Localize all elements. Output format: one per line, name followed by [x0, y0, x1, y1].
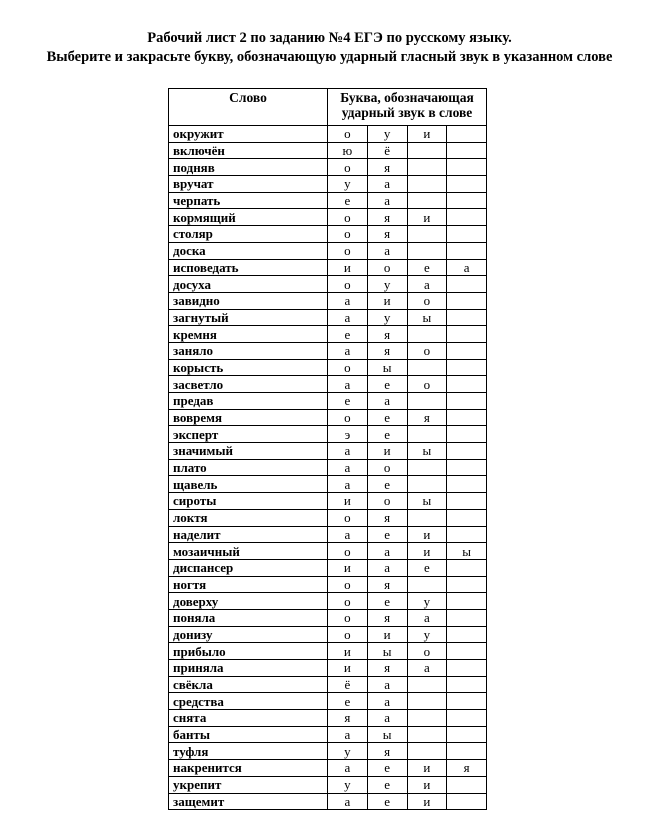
letter-cell[interactable]: а — [328, 309, 368, 326]
letter-cell[interactable]: и — [328, 259, 368, 276]
word-cell: наделит — [169, 526, 328, 543]
letter-cell[interactable] — [447, 443, 487, 460]
word-cell: заняло — [169, 342, 328, 359]
word-cell: диспансер — [169, 559, 328, 576]
letter-cell[interactable]: о — [328, 626, 368, 643]
letter-cell[interactable]: а — [328, 526, 368, 543]
letter-cell[interactable]: о — [407, 342, 447, 359]
letter-cell[interactable]: у — [407, 626, 447, 643]
letter-cell[interactable]: е — [367, 593, 407, 610]
word-cell: засветло — [169, 376, 328, 393]
letter-cell[interactable]: я — [367, 326, 407, 343]
letter-cell[interactable] — [407, 226, 447, 243]
letter-cell[interactable]: и — [328, 559, 368, 576]
letter-cell[interactable]: а — [367, 543, 407, 560]
word-cell: укрепит — [169, 776, 328, 793]
worksheet-title: Рабочий лист 2 по заданию №4 ЕГЭ по русскому языку. — [147, 30, 512, 46]
letter-cell[interactable] — [447, 159, 487, 176]
letter-cell[interactable] — [447, 559, 487, 576]
letter-cell[interactable]: а — [328, 793, 368, 810]
letter-cell[interactable] — [407, 426, 447, 443]
table-row — [169, 493, 487, 510]
word-cell: банты — [169, 726, 328, 743]
table-row — [169, 142, 487, 159]
table-row — [169, 693, 487, 710]
table-row — [169, 292, 487, 309]
letter-cell[interactable]: я — [367, 576, 407, 593]
letter-cell[interactable]: о — [328, 509, 368, 526]
letter-cell[interactable] — [447, 376, 487, 393]
word-cell: столяр — [169, 226, 328, 243]
table-row — [169, 126, 487, 143]
letter-cell[interactable]: ы — [447, 543, 487, 560]
letter-cell[interactable] — [447, 743, 487, 760]
letter-cell[interactable]: о — [407, 376, 447, 393]
word-cell: ногтя — [169, 576, 328, 593]
letter-cell[interactable]: е — [367, 409, 407, 426]
letter-cell[interactable]: е — [367, 376, 407, 393]
letter-cell[interactable]: я — [367, 743, 407, 760]
letter-cell[interactable]: я — [328, 710, 368, 727]
letter-cell[interactable]: у — [328, 743, 368, 760]
word-cell: вовремя — [169, 409, 328, 426]
letter-cell[interactable]: о — [407, 643, 447, 660]
word-cell: накренится — [169, 760, 328, 777]
header-letters: Буква, обозначающая ударный звук в слове — [328, 89, 487, 126]
letter-cell[interactable]: ы — [367, 359, 407, 376]
letter-cell[interactable]: у — [328, 176, 368, 193]
table-row — [169, 626, 487, 643]
letter-cell[interactable]: о — [328, 226, 368, 243]
letter-cell[interactable]: а — [367, 676, 407, 693]
letter-cell[interactable]: о — [367, 493, 407, 510]
letter-cell[interactable]: а — [367, 192, 407, 209]
letter-cell[interactable] — [407, 159, 447, 176]
word-cell: приняла — [169, 660, 328, 677]
letter-cell[interactable]: е — [328, 393, 368, 410]
letter-cell[interactable]: а — [328, 476, 368, 493]
letter-cell[interactable]: е — [367, 476, 407, 493]
letter-cell[interactable]: е — [367, 526, 407, 543]
letter-cell[interactable]: о — [367, 259, 407, 276]
letter-cell[interactable]: е — [367, 776, 407, 793]
letter-cell[interactable]: а — [367, 710, 407, 727]
letter-cell[interactable] — [447, 693, 487, 710]
word-cell: окружит — [169, 126, 328, 143]
letter-cell[interactable]: я — [367, 609, 407, 626]
letter-cell[interactable] — [407, 393, 447, 410]
letter-cell[interactable] — [447, 292, 487, 309]
letter-cell[interactable]: э — [328, 426, 368, 443]
table-row — [169, 743, 487, 760]
letter-cell[interactable]: о — [328, 409, 368, 426]
letter-cell[interactable]: е — [407, 559, 447, 576]
letter-cell[interactable] — [407, 326, 447, 343]
letter-cell[interactable]: у — [367, 276, 407, 293]
table-row — [169, 643, 487, 660]
letter-cell[interactable]: я — [447, 760, 487, 777]
word-cell: снята — [169, 710, 328, 727]
letter-cell[interactable]: а — [328, 459, 368, 476]
letter-cell[interactable]: ы — [407, 443, 447, 460]
table-row — [169, 593, 487, 610]
letter-cell[interactable] — [447, 342, 487, 359]
word-cell: предав — [169, 393, 328, 410]
letter-cell[interactable]: о — [328, 276, 368, 293]
letter-cell[interactable]: и — [328, 643, 368, 660]
word-cell: включён — [169, 142, 328, 159]
header-word: Слово — [169, 89, 328, 126]
word-cell: черпать — [169, 192, 328, 209]
letter-cell[interactable]: и — [367, 443, 407, 460]
letter-cell[interactable]: я — [367, 226, 407, 243]
letter-cell[interactable]: и — [407, 543, 447, 560]
table-row — [169, 342, 487, 359]
table-row — [169, 276, 487, 293]
letter-cell[interactable]: я — [367, 209, 407, 226]
table-row — [169, 576, 487, 593]
word-cell: мозаичный — [169, 543, 328, 560]
letter-cell[interactable] — [447, 276, 487, 293]
word-cell: доверху — [169, 593, 328, 610]
letter-cell[interactable] — [407, 142, 447, 159]
table-row — [169, 443, 487, 460]
word-cell: доска — [169, 242, 328, 259]
letter-cell[interactable]: о — [328, 159, 368, 176]
word-cell: значимый — [169, 443, 328, 460]
letter-cell[interactable] — [447, 309, 487, 326]
letter-cell[interactable] — [407, 242, 447, 259]
table-row — [169, 609, 487, 626]
letter-cell[interactable]: о — [367, 459, 407, 476]
letter-cell[interactable]: я — [367, 509, 407, 526]
table-row — [169, 209, 487, 226]
word-cell: завидно — [169, 292, 328, 309]
letter-cell[interactable] — [447, 660, 487, 677]
letter-cell[interactable]: ы — [407, 309, 447, 326]
letter-cell[interactable]: и — [407, 126, 447, 143]
word-cell: поняла — [169, 609, 328, 626]
word-cell: локтя — [169, 509, 328, 526]
table-row — [169, 242, 487, 259]
table-row — [169, 509, 487, 526]
letter-cell[interactable]: и — [407, 776, 447, 793]
letter-cell[interactable] — [447, 359, 487, 376]
word-cell: сироты — [169, 493, 328, 510]
word-cell: эксперт — [169, 426, 328, 443]
letter-cell[interactable]: а — [328, 726, 368, 743]
letter-cell[interactable]: а — [328, 760, 368, 777]
letter-cell[interactable] — [447, 609, 487, 626]
letter-cell[interactable]: ё — [328, 676, 368, 693]
letter-cell[interactable]: о — [407, 292, 447, 309]
letter-cell[interactable]: ю — [328, 142, 368, 159]
letter-cell[interactable]: у — [367, 126, 407, 143]
word-cell: туфля — [169, 743, 328, 760]
letter-cell[interactable]: а — [367, 393, 407, 410]
letter-cell[interactable] — [447, 643, 487, 660]
table-row — [169, 676, 487, 693]
letter-cell[interactable]: о — [328, 593, 368, 610]
letter-cell[interactable]: а — [407, 609, 447, 626]
letter-cell[interactable] — [447, 626, 487, 643]
letter-cell[interactable]: я — [367, 159, 407, 176]
letter-cell[interactable]: о — [328, 359, 368, 376]
letter-cell[interactable]: а — [367, 559, 407, 576]
letter-cell[interactable]: а — [447, 259, 487, 276]
letter-cell[interactable]: е — [328, 192, 368, 209]
worksheet-instruction: Выберите и закрасьте букву, обозначающую ударный гласный звук в указанном слове — [46, 49, 613, 65]
letter-cell[interactable]: о — [328, 543, 368, 560]
table-body — [169, 126, 487, 810]
letter-cell[interactable]: е — [407, 259, 447, 276]
letter-cell[interactable]: а — [367, 693, 407, 710]
table-row — [169, 426, 487, 443]
word-cell: кормящий — [169, 209, 328, 226]
letter-cell[interactable] — [447, 593, 487, 610]
word-cell: подняв — [169, 159, 328, 176]
letter-cell[interactable] — [407, 743, 447, 760]
letter-cell[interactable] — [407, 693, 447, 710]
letter-cell[interactable] — [447, 142, 487, 159]
letter-cell[interactable] — [447, 493, 487, 510]
letter-cell[interactable]: о — [328, 576, 368, 593]
letter-cell[interactable] — [447, 459, 487, 476]
letter-cell[interactable] — [407, 192, 447, 209]
word-cell: корысть — [169, 359, 328, 376]
word-cell: щавель — [169, 476, 328, 493]
letter-cell[interactable]: о — [328, 126, 368, 143]
letter-cell[interactable] — [447, 476, 487, 493]
letter-cell[interactable] — [447, 209, 487, 226]
letter-cell[interactable] — [447, 192, 487, 209]
word-cell: прибыло — [169, 643, 328, 660]
table-row — [169, 526, 487, 543]
table-row — [169, 760, 487, 777]
letter-cell[interactable] — [447, 710, 487, 727]
letter-cell[interactable]: а — [328, 292, 368, 309]
letter-cell[interactable] — [407, 476, 447, 493]
letter-cell[interactable] — [447, 426, 487, 443]
letter-cell[interactable]: е — [367, 426, 407, 443]
letter-cell[interactable]: е — [367, 760, 407, 777]
letter-cell[interactable]: и — [407, 793, 447, 810]
letter-cell[interactable] — [407, 509, 447, 526]
table-row — [169, 376, 487, 393]
letter-cell[interactable] — [407, 726, 447, 743]
letter-cell[interactable] — [447, 776, 487, 793]
letter-cell[interactable]: а — [328, 342, 368, 359]
word-cell: загнутый — [169, 309, 328, 326]
letter-cell[interactable] — [447, 526, 487, 543]
letter-cell[interactable] — [407, 710, 447, 727]
letter-cell[interactable] — [407, 576, 447, 593]
table-row — [169, 793, 487, 810]
word-cell: кремня — [169, 326, 328, 343]
letter-cell[interactable] — [447, 326, 487, 343]
letter-cell[interactable] — [407, 359, 447, 376]
letter-cell[interactable]: а — [407, 276, 447, 293]
letter-cell[interactable] — [447, 576, 487, 593]
word-cell: средства — [169, 693, 328, 710]
table-row — [169, 543, 487, 560]
table-row — [169, 326, 487, 343]
table-row — [169, 776, 487, 793]
letter-cell[interactable] — [447, 676, 487, 693]
letter-cell[interactable] — [447, 509, 487, 526]
table-header-row — [169, 89, 487, 126]
letter-cell[interactable]: е — [328, 326, 368, 343]
table-row — [169, 409, 487, 426]
word-cell: досуха — [169, 276, 328, 293]
letter-cell[interactable]: а — [367, 242, 407, 259]
letter-cell[interactable]: а — [407, 660, 447, 677]
letter-cell[interactable]: ё — [367, 142, 407, 159]
letter-cell[interactable]: и — [407, 526, 447, 543]
letter-cell[interactable] — [407, 459, 447, 476]
letter-cell[interactable]: я — [367, 342, 407, 359]
letter-cell[interactable] — [447, 409, 487, 426]
table-row — [169, 309, 487, 326]
letter-cell[interactable]: и — [407, 760, 447, 777]
word-cell: донизу — [169, 626, 328, 643]
letter-cell[interactable] — [447, 226, 487, 243]
table-row — [169, 359, 487, 376]
letter-cell[interactable]: ы — [367, 643, 407, 660]
table-row — [169, 726, 487, 743]
letter-cell[interactable]: я — [367, 660, 407, 677]
table-row — [169, 176, 487, 193]
letter-cell[interactable]: и — [367, 292, 407, 309]
letter-cell[interactable]: и — [367, 626, 407, 643]
letter-cell[interactable] — [407, 676, 447, 693]
letter-cell[interactable]: а — [367, 176, 407, 193]
table-row — [169, 259, 487, 276]
word-cell: плато — [169, 459, 328, 476]
letter-cell[interactable] — [447, 126, 487, 143]
letter-cell[interactable]: у — [407, 593, 447, 610]
word-cell: исповедать — [169, 259, 328, 276]
letter-cell[interactable]: а — [328, 376, 368, 393]
word-cell: защемит — [169, 793, 328, 810]
word-cell: вручат — [169, 176, 328, 193]
letter-cell[interactable]: и — [328, 660, 368, 677]
letter-cell[interactable] — [447, 242, 487, 259]
letter-cell[interactable]: е — [328, 693, 368, 710]
letter-cell[interactable] — [447, 726, 487, 743]
word-stress-table — [168, 88, 487, 810]
table-row — [169, 393, 487, 410]
letter-cell[interactable]: о — [328, 609, 368, 626]
table-row — [169, 710, 487, 727]
table-row — [169, 559, 487, 576]
letter-cell[interactable]: а — [328, 443, 368, 460]
letter-cell[interactable]: и — [407, 209, 447, 226]
letter-cell[interactable]: и — [328, 493, 368, 510]
table-row — [169, 476, 487, 493]
letter-cell[interactable]: о — [328, 209, 368, 226]
letter-cell[interactable]: о — [328, 242, 368, 259]
letter-cell[interactable]: я — [407, 409, 447, 426]
table-row — [169, 660, 487, 677]
table-row — [169, 226, 487, 243]
table-row — [169, 192, 487, 209]
letter-cell[interactable]: е — [367, 793, 407, 810]
letter-cell[interactable] — [447, 176, 487, 193]
letter-cell[interactable] — [407, 176, 447, 193]
letter-cell[interactable]: ы — [367, 726, 407, 743]
table-row — [169, 459, 487, 476]
letter-cell[interactable]: у — [367, 309, 407, 326]
letter-cell[interactable]: ы — [407, 493, 447, 510]
word-cell: свёкла — [169, 676, 328, 693]
letter-cell[interactable]: у — [328, 776, 368, 793]
letter-cell[interactable] — [447, 793, 487, 810]
letter-cell[interactable] — [447, 393, 487, 410]
table-row — [169, 159, 487, 176]
